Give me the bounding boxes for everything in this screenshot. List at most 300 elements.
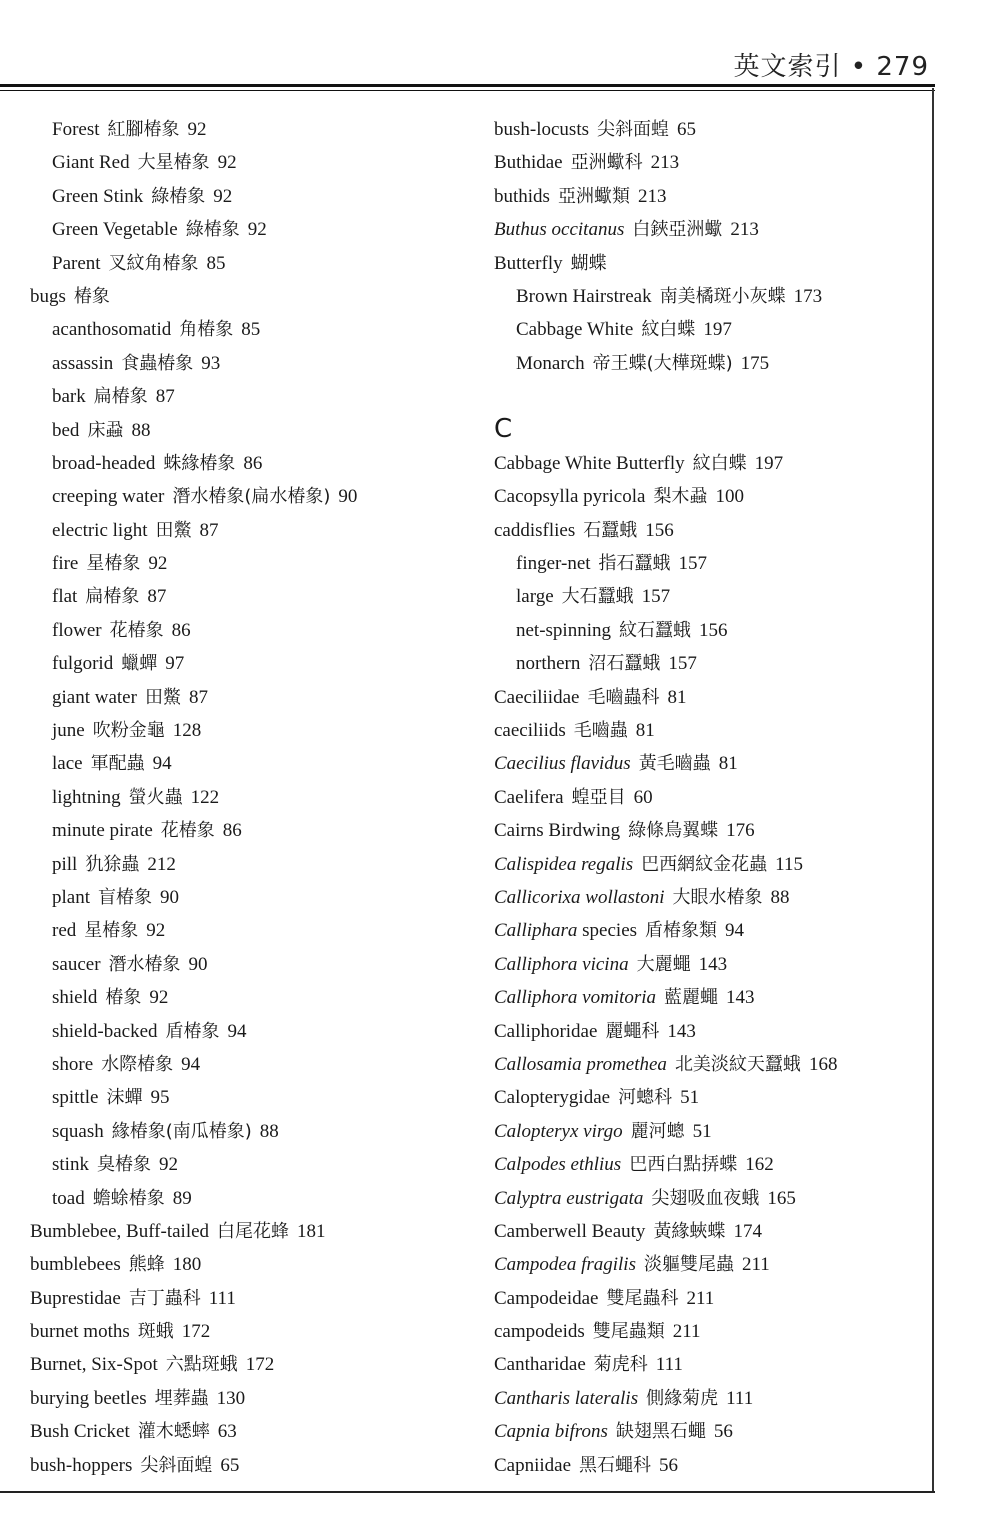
entry-term: bumblebees bbox=[30, 1254, 121, 1276]
entry-term: net-spinning bbox=[516, 619, 611, 641]
index-entry bbox=[494, 1382, 924, 1415]
index-entry bbox=[30, 180, 470, 213]
entry-chinese-name: 麗河蟌 bbox=[630, 1120, 685, 1142]
entry-chinese-name: 田鱉 bbox=[155, 519, 192, 541]
entry-term: plant bbox=[52, 886, 90, 908]
entry-chinese-name: 指石蠶蛾 bbox=[598, 553, 671, 575]
header-rule-thin bbox=[0, 90, 935, 91]
entry-chinese-name: 六點斑蛾 bbox=[165, 1354, 238, 1376]
index-entry bbox=[494, 1415, 924, 1448]
entry-chinese-name: 花椿象 bbox=[160, 820, 215, 842]
entry-term: Camberwell Beauty bbox=[494, 1220, 646, 1242]
entry-chinese-name: 花椿象 bbox=[109, 619, 164, 641]
entry-page-number: 86 bbox=[243, 452, 263, 474]
entry-chinese-name: 犰狳蟲 bbox=[85, 853, 140, 875]
index-entry bbox=[494, 781, 924, 814]
entry-page-number: 56 bbox=[659, 1454, 679, 1476]
entry-chinese-name: 臭椿象 bbox=[96, 1154, 151, 1176]
entry-chinese-name: 綠椿象 bbox=[185, 219, 240, 241]
index-entry bbox=[30, 1182, 470, 1215]
index-entry bbox=[494, 714, 924, 747]
entry-chinese-name: 大石蠶蛾 bbox=[561, 586, 634, 608]
entry-page-number: 168 bbox=[808, 1053, 838, 1075]
entry-page-number: 174 bbox=[733, 1220, 762, 1242]
entry-page-number: 212 bbox=[147, 853, 176, 875]
entry-page-number: 81 bbox=[635, 720, 655, 742]
index-entry bbox=[494, 247, 924, 280]
entry-page-number: 81 bbox=[667, 686, 687, 708]
entry-page-number: 162 bbox=[745, 1154, 774, 1176]
index-entry bbox=[494, 914, 924, 947]
index-entry bbox=[494, 1182, 924, 1215]
entry-chinese-name: 軍配蟲 bbox=[90, 753, 145, 775]
entry-term: squash bbox=[52, 1120, 104, 1142]
entry-page-number: 97 bbox=[165, 653, 185, 675]
entry-page-number: 51 bbox=[680, 1087, 700, 1109]
index-entry bbox=[494, 981, 924, 1014]
entry-chinese-name: 食蟲椿象 bbox=[121, 352, 194, 374]
entry-page-number: 143 bbox=[726, 987, 755, 1009]
entry-chinese-name: 紅腳椿象 bbox=[107, 119, 180, 140]
index-entry bbox=[30, 647, 470, 680]
index-entry bbox=[30, 714, 470, 747]
entry-chinese-name: 黃毛嚙蟲 bbox=[638, 753, 711, 775]
entry-term: Buthidae bbox=[494, 152, 563, 174]
entry-page-number: 176 bbox=[726, 820, 755, 842]
entry-term: campodeids bbox=[494, 1321, 585, 1343]
entry-page-number: 197 bbox=[754, 452, 784, 474]
index-entry bbox=[30, 948, 470, 981]
entry-chinese-name: 蠟蟬 bbox=[121, 653, 158, 675]
entry-term: assassin bbox=[52, 352, 114, 374]
entry-page-number: 143 bbox=[698, 953, 728, 975]
entry-term: toad bbox=[52, 1187, 85, 1209]
entry-chinese-name: 巴西網紋金花蟲 bbox=[641, 853, 768, 875]
entry-page-number: 128 bbox=[172, 720, 202, 742]
entry-chinese-name: 紋石蠶蛾 bbox=[619, 619, 691, 641]
entry-term: flower bbox=[52, 619, 102, 641]
entry-term: Callicorixa wollastoni bbox=[494, 887, 665, 908]
entry-term: Calopteryx virgo bbox=[494, 1120, 623, 1142]
entry-page-number: 211 bbox=[686, 1287, 715, 1309]
index-entry bbox=[30, 681, 470, 714]
entry-term: Callosamia promethea bbox=[494, 1053, 667, 1075]
entry-page-number: 87 bbox=[155, 386, 175, 408]
index-entry bbox=[30, 914, 470, 947]
entry-page-number: 60 bbox=[633, 786, 653, 808]
entry-term: Bush Cricket bbox=[30, 1421, 130, 1443]
entry-page-number: 63 bbox=[217, 1421, 237, 1443]
entry-term: Calliphora vomitoria bbox=[494, 987, 657, 1009]
entry-page-number: 88 bbox=[131, 419, 151, 441]
index-entry bbox=[30, 213, 470, 246]
entry-page-number: 93 bbox=[201, 352, 221, 374]
entry-page-number: 87 bbox=[188, 686, 208, 708]
index-entry bbox=[494, 1081, 924, 1114]
index-entry bbox=[494, 1348, 924, 1381]
entry-page-number: 156 bbox=[645, 519, 674, 541]
entry-page-number: 211 bbox=[672, 1321, 701, 1343]
index-entry bbox=[494, 146, 924, 179]
entry-page-number: 92 bbox=[213, 185, 233, 207]
entry-term: Bumblebee, Buff-tailed bbox=[30, 1220, 210, 1242]
index-entry bbox=[494, 1015, 924, 1048]
entry-term: Cantharis lateralis bbox=[494, 1387, 639, 1409]
index-entry bbox=[30, 614, 470, 647]
entry-term: electric light bbox=[52, 519, 148, 541]
entry-chinese-name: 灌木蟋蟀 bbox=[137, 1421, 210, 1443]
entry-page-number: 111 bbox=[208, 1287, 236, 1309]
entry-chinese-name: 河蟌科 bbox=[618, 1087, 673, 1109]
index-entry bbox=[30, 1048, 470, 1081]
entry-page-number: 213 bbox=[730, 219, 759, 241]
entry-page-number: 100 bbox=[715, 486, 744, 508]
entry-chinese-name: 尖斜面蝗 bbox=[597, 119, 669, 140]
entry-page-number: 213 bbox=[637, 185, 667, 207]
entry-term: shore bbox=[52, 1053, 94, 1075]
entry-page-number: 92 bbox=[187, 119, 207, 140]
entry-term: Forest bbox=[52, 119, 100, 140]
index-entry bbox=[30, 1382, 470, 1415]
entry-term: Calliphoridae bbox=[494, 1020, 598, 1042]
index-entry bbox=[30, 480, 470, 513]
entry-term: minute pirate bbox=[52, 820, 153, 842]
entry-page-number: 65 bbox=[220, 1454, 240, 1476]
entry-page-number: 92 bbox=[158, 1154, 178, 1176]
entry-chinese-name: 潛水椿象(扁水椿象) bbox=[172, 486, 331, 508]
entry-chinese-name: 叉紋角椿象 bbox=[108, 252, 199, 274]
entry-chinese-name: 亞洲蠍類 bbox=[557, 185, 630, 207]
entry-term: lace bbox=[52, 753, 83, 775]
entry-chinese-name: 黃緣蛺蝶 bbox=[653, 1220, 726, 1242]
entry-page-number: 87 bbox=[199, 519, 219, 541]
entry-page-number: 92 bbox=[146, 920, 166, 942]
entry-term: Parent bbox=[52, 252, 101, 274]
entry-page-number: 94 bbox=[725, 920, 745, 942]
entry-term: Capniidae bbox=[494, 1454, 572, 1476]
entry-page-number: 197 bbox=[703, 319, 732, 341]
index-entry bbox=[494, 1449, 924, 1482]
entry-term: Calpodes ethlius bbox=[494, 1154, 622, 1176]
entry-term: Cairns Birdwing bbox=[494, 820, 621, 842]
entry-page-number: 89 bbox=[172, 1187, 192, 1209]
index-entry bbox=[30, 280, 470, 313]
entry-chinese-name: 尖斜面蝗 bbox=[140, 1454, 213, 1476]
entry-term: fire bbox=[52, 553, 79, 575]
entry-page-number: 86 bbox=[171, 619, 191, 641]
index-entry bbox=[494, 1282, 924, 1315]
index-entry bbox=[494, 580, 924, 613]
entry-term: stink bbox=[52, 1154, 89, 1176]
entry-term: caeciliids bbox=[494, 720, 566, 742]
entry-term: Cacopsylla pyricola bbox=[494, 486, 646, 508]
entry-term: giant water bbox=[52, 686, 137, 708]
entry-page-number: 92 bbox=[247, 219, 267, 241]
index-entry bbox=[30, 1315, 470, 1348]
entry-chinese-name: 側緣菊虎 bbox=[646, 1387, 719, 1409]
entry-page-number: 94 bbox=[227, 1020, 247, 1042]
index-entry bbox=[30, 781, 470, 814]
entry-page-number: 85 bbox=[241, 319, 261, 341]
index-entry bbox=[30, 313, 470, 346]
index-entry bbox=[30, 1348, 470, 1381]
entry-term: pill bbox=[52, 853, 78, 875]
entry-term: Caeciliidae bbox=[494, 686, 580, 708]
index-entry bbox=[494, 280, 924, 313]
index-entry bbox=[30, 1148, 470, 1181]
entry-term: Calyptra eustrigata bbox=[494, 1187, 644, 1209]
index-entry bbox=[494, 1248, 924, 1281]
index-entry bbox=[494, 347, 924, 380]
entry-term: burying beetles bbox=[30, 1387, 147, 1409]
entry-chinese-name: 藍麗蠅 bbox=[664, 987, 719, 1009]
entry-term: Campodeidae bbox=[494, 1287, 599, 1309]
entry-chinese-name: 沫蟬 bbox=[106, 1087, 143, 1109]
entry-term: spittle bbox=[52, 1087, 99, 1109]
entry-chinese-name: 綠椿象 bbox=[151, 185, 206, 207]
entry-chinese-name: 盲椿象 bbox=[98, 886, 152, 908]
entry-chinese-name: 盾椿象類 bbox=[645, 920, 718, 942]
entry-page-number: 94 bbox=[181, 1053, 201, 1075]
index-entry bbox=[494, 1215, 924, 1248]
entry-chinese-name: 白鋏亞洲蠍 bbox=[632, 219, 723, 241]
index-entry bbox=[30, 747, 470, 780]
index-entry bbox=[494, 647, 924, 680]
entry-page-number: 87 bbox=[147, 586, 167, 608]
index-entry bbox=[30, 514, 470, 547]
entry-chinese-name: 北美淡紋天蠶蛾 bbox=[674, 1053, 801, 1075]
entry-term: Calopterygidae bbox=[494, 1087, 611, 1109]
entry-chinese-name: 巴西白點挵蝶 bbox=[629, 1154, 738, 1176]
index-column-left bbox=[30, 113, 470, 1482]
entry-page-number: 175 bbox=[740, 352, 770, 374]
index-entry bbox=[494, 948, 924, 981]
entry-page-number: 156 bbox=[699, 619, 728, 641]
entry-term: flat bbox=[52, 586, 78, 608]
entry-chinese-name: 吹粉金龜 bbox=[92, 720, 165, 742]
entry-term: Burnet, Six-Spot bbox=[30, 1354, 158, 1376]
index-entry bbox=[30, 881, 470, 914]
entry-term: northern bbox=[516, 653, 581, 675]
index-entry bbox=[30, 1415, 470, 1448]
entry-page-number: 65 bbox=[677, 119, 696, 140]
entry-chinese-name: 沼石蠶蛾 bbox=[588, 653, 661, 675]
entry-term: shield bbox=[52, 987, 98, 1009]
index-entry bbox=[494, 848, 924, 881]
entry-term: Buthus occitanus bbox=[494, 219, 625, 241]
index-entry bbox=[30, 1215, 470, 1248]
entry-term: broad-headed bbox=[52, 452, 156, 474]
entry-term: Green Stink bbox=[52, 185, 144, 207]
entry-term: Monarch bbox=[516, 352, 585, 374]
entry-page-number: 157 bbox=[668, 653, 697, 675]
entry-term: finger-net bbox=[516, 553, 591, 575]
entry-term: acanthosomatid bbox=[52, 319, 172, 341]
entry-chinese-name: 麗蠅科 bbox=[605, 1020, 660, 1042]
entry-chinese-name: 床蝨 bbox=[87, 419, 124, 441]
index-entry bbox=[494, 614, 924, 647]
entry-page-number: 111 bbox=[655, 1354, 683, 1376]
entry-page-number: 56 bbox=[713, 1421, 733, 1443]
section-letter: C bbox=[494, 414, 513, 445]
entry-chinese-name: 扁椿象 bbox=[93, 386, 148, 408]
entry-page-number: 95 bbox=[150, 1087, 170, 1109]
entry-chinese-name: 黑石蠅科 bbox=[579, 1454, 652, 1476]
entry-page-number: 213 bbox=[650, 152, 680, 174]
entry-term: large bbox=[516, 586, 554, 608]
index-entry bbox=[494, 213, 924, 246]
entry-page-number: 88 bbox=[770, 887, 790, 908]
entry-term: Giant Red bbox=[52, 152, 130, 174]
entry-chinese-name: 田鱉 bbox=[144, 686, 181, 708]
index-entry bbox=[30, 1449, 470, 1482]
entry-page-number: 181 bbox=[297, 1220, 326, 1242]
entry-term: Butterfly bbox=[494, 252, 563, 274]
header-title: 英文索引 bbox=[733, 52, 842, 82]
entry-page-number: 94 bbox=[152, 753, 172, 775]
entry-chinese-name: 水際椿象 bbox=[101, 1053, 174, 1075]
entry-chinese-name: 淡軀雙尾蟲 bbox=[643, 1254, 734, 1276]
index-entry bbox=[30, 1015, 470, 1048]
index-entry bbox=[494, 1048, 924, 1081]
entry-page-number: 92 bbox=[148, 553, 168, 575]
entry-chinese-name: 吉丁蟲科 bbox=[128, 1287, 201, 1309]
entry-chinese-name: 亞洲蠍科 bbox=[570, 152, 643, 174]
entry-term: Caelifera bbox=[494, 786, 564, 808]
index-entry bbox=[30, 1081, 470, 1114]
entry-term: Green Vegetable bbox=[52, 219, 178, 241]
entry-chinese-name: 蝗亞目 bbox=[571, 786, 626, 808]
entry-chinese-name: 盾椿象 bbox=[165, 1020, 220, 1042]
entry-page-number: 115 bbox=[775, 853, 803, 875]
entry-term: Cantharidae bbox=[494, 1354, 586, 1376]
entry-term: bush-hoppers bbox=[30, 1454, 133, 1476]
entry-term: fulgorid bbox=[52, 653, 114, 675]
entry-chinese-name: 螢火蟲 bbox=[128, 786, 183, 808]
entry-term: burnet moths bbox=[30, 1321, 130, 1343]
entry-term: bark bbox=[52, 386, 86, 408]
entry-chinese-name: 斑蛾 bbox=[137, 1321, 174, 1343]
entry-chinese-name: 缺翅黑石蠅 bbox=[615, 1421, 706, 1443]
entry-term: saucer bbox=[52, 953, 101, 975]
page-border-bottom bbox=[0, 1491, 935, 1493]
entry-page-number: 86 bbox=[222, 820, 242, 842]
index-entry bbox=[30, 981, 470, 1014]
index-entry bbox=[30, 814, 470, 847]
index-entry bbox=[30, 447, 470, 480]
header-rule bbox=[0, 84, 935, 87]
index-entry bbox=[30, 113, 470, 146]
index-entry bbox=[494, 313, 924, 346]
page-border-right bbox=[932, 88, 934, 1492]
entry-chinese-name: 毛嚙蟲科 bbox=[587, 686, 660, 708]
entry-page-number: 90 bbox=[160, 886, 179, 908]
index-entry bbox=[30, 380, 470, 413]
entry-term: Cabbage White Butterfly bbox=[494, 452, 685, 474]
entry-chinese-name: 綠條鳥翼蝶 bbox=[628, 820, 719, 842]
entry-term: Brown Hairstreak bbox=[516, 285, 652, 307]
entry-chinese-name: 雙尾蟲類 bbox=[592, 1321, 665, 1343]
entry-chinese-name: 帝王蝶(大樺斑蝶) bbox=[592, 352, 733, 374]
entry-term: red bbox=[52, 920, 77, 942]
entry-chinese-name: 潛水椿象 bbox=[108, 953, 181, 975]
entry-term: Calispidea regalis bbox=[494, 853, 634, 875]
entry-chinese-name: 紋白蝶 bbox=[641, 319, 696, 341]
index-entry bbox=[494, 1315, 924, 1348]
index-entry bbox=[30, 1282, 470, 1315]
entry-page-number: 143 bbox=[667, 1020, 696, 1042]
entry-term: caddisflies bbox=[494, 519, 576, 541]
entry-term: Caecilius flavidus bbox=[494, 753, 631, 775]
entry-page-number: 172 bbox=[181, 1321, 211, 1343]
entry-chinese-name: 埋葬蟲 bbox=[154, 1387, 209, 1409]
entry-page-number: 130 bbox=[216, 1387, 246, 1409]
entry-page-number: 157 bbox=[678, 553, 708, 575]
entry-term: lightning bbox=[52, 786, 121, 808]
entry-page-number: 180 bbox=[172, 1254, 202, 1276]
index-entry bbox=[30, 146, 470, 179]
entry-chinese-name: 椿象 bbox=[73, 285, 110, 307]
entry-chinese-name: 雙尾蟲科 bbox=[606, 1287, 679, 1309]
index-entry bbox=[494, 514, 924, 547]
index-entry bbox=[30, 247, 470, 280]
entry-term: bed bbox=[52, 419, 80, 441]
entry-page-number: 92 bbox=[217, 152, 237, 174]
entry-chinese-name: 大星椿象 bbox=[137, 152, 210, 174]
entry-page-number: 111 bbox=[726, 1387, 754, 1409]
entry-chinese-name: 緣椿象(南瓜椿象) bbox=[111, 1120, 252, 1142]
entry-chinese-name: 星椿象 bbox=[86, 553, 141, 575]
index-entry bbox=[494, 1115, 924, 1148]
entry-page-number: 81 bbox=[718, 753, 738, 775]
entry-chinese-name: 蛛緣椿象 bbox=[163, 452, 236, 474]
entry-chinese-name: 紋白蝶 bbox=[692, 452, 747, 474]
index-column-right bbox=[494, 113, 924, 1482]
entry-page-number: 157 bbox=[641, 586, 671, 608]
index-entry bbox=[494, 681, 924, 714]
entry-chinese-name: 白尾花蜂 bbox=[217, 1220, 290, 1242]
index-entry bbox=[494, 1148, 924, 1181]
entry-chinese-name: 蟾蜍椿象 bbox=[92, 1187, 165, 1209]
entry-term: bush-locusts bbox=[494, 119, 589, 140]
entry-term: shield-backed bbox=[52, 1020, 158, 1042]
entry-page-number: 90 bbox=[188, 953, 208, 975]
index-entry bbox=[494, 180, 924, 213]
index-entry bbox=[30, 1115, 470, 1148]
entry-term: Buprestidae bbox=[30, 1287, 121, 1309]
entry-chinese-name: 石蠶蛾 bbox=[583, 519, 638, 541]
entry-chinese-name: 熊蜂 bbox=[128, 1254, 165, 1276]
entry-term: Calliphora vicina bbox=[494, 953, 629, 975]
entry-chinese-name: 毛嚙蟲 bbox=[573, 720, 628, 742]
entry-page-number: 92 bbox=[149, 987, 169, 1009]
entry-chinese-name: 尖翅吸血夜蛾 bbox=[651, 1187, 760, 1209]
entry-term: Capnia bifrons bbox=[494, 1421, 608, 1443]
entry-term: Campodea fragilis bbox=[494, 1254, 636, 1276]
entry-chinese-name: 蝴蝶 bbox=[570, 252, 607, 274]
entry-page-number: 90 bbox=[338, 486, 358, 508]
index-entry bbox=[30, 848, 470, 881]
entry-page-number: 211 bbox=[741, 1254, 770, 1276]
index-entry bbox=[494, 814, 924, 847]
index-entry bbox=[494, 547, 924, 580]
entry-chinese-name: 星椿象 bbox=[84, 920, 139, 942]
entry-chinese-name: 椿象 bbox=[105, 987, 142, 1009]
index-entry bbox=[494, 480, 924, 513]
index-entry bbox=[494, 747, 924, 780]
index-entry bbox=[30, 580, 470, 613]
entry-term: june bbox=[52, 720, 85, 742]
